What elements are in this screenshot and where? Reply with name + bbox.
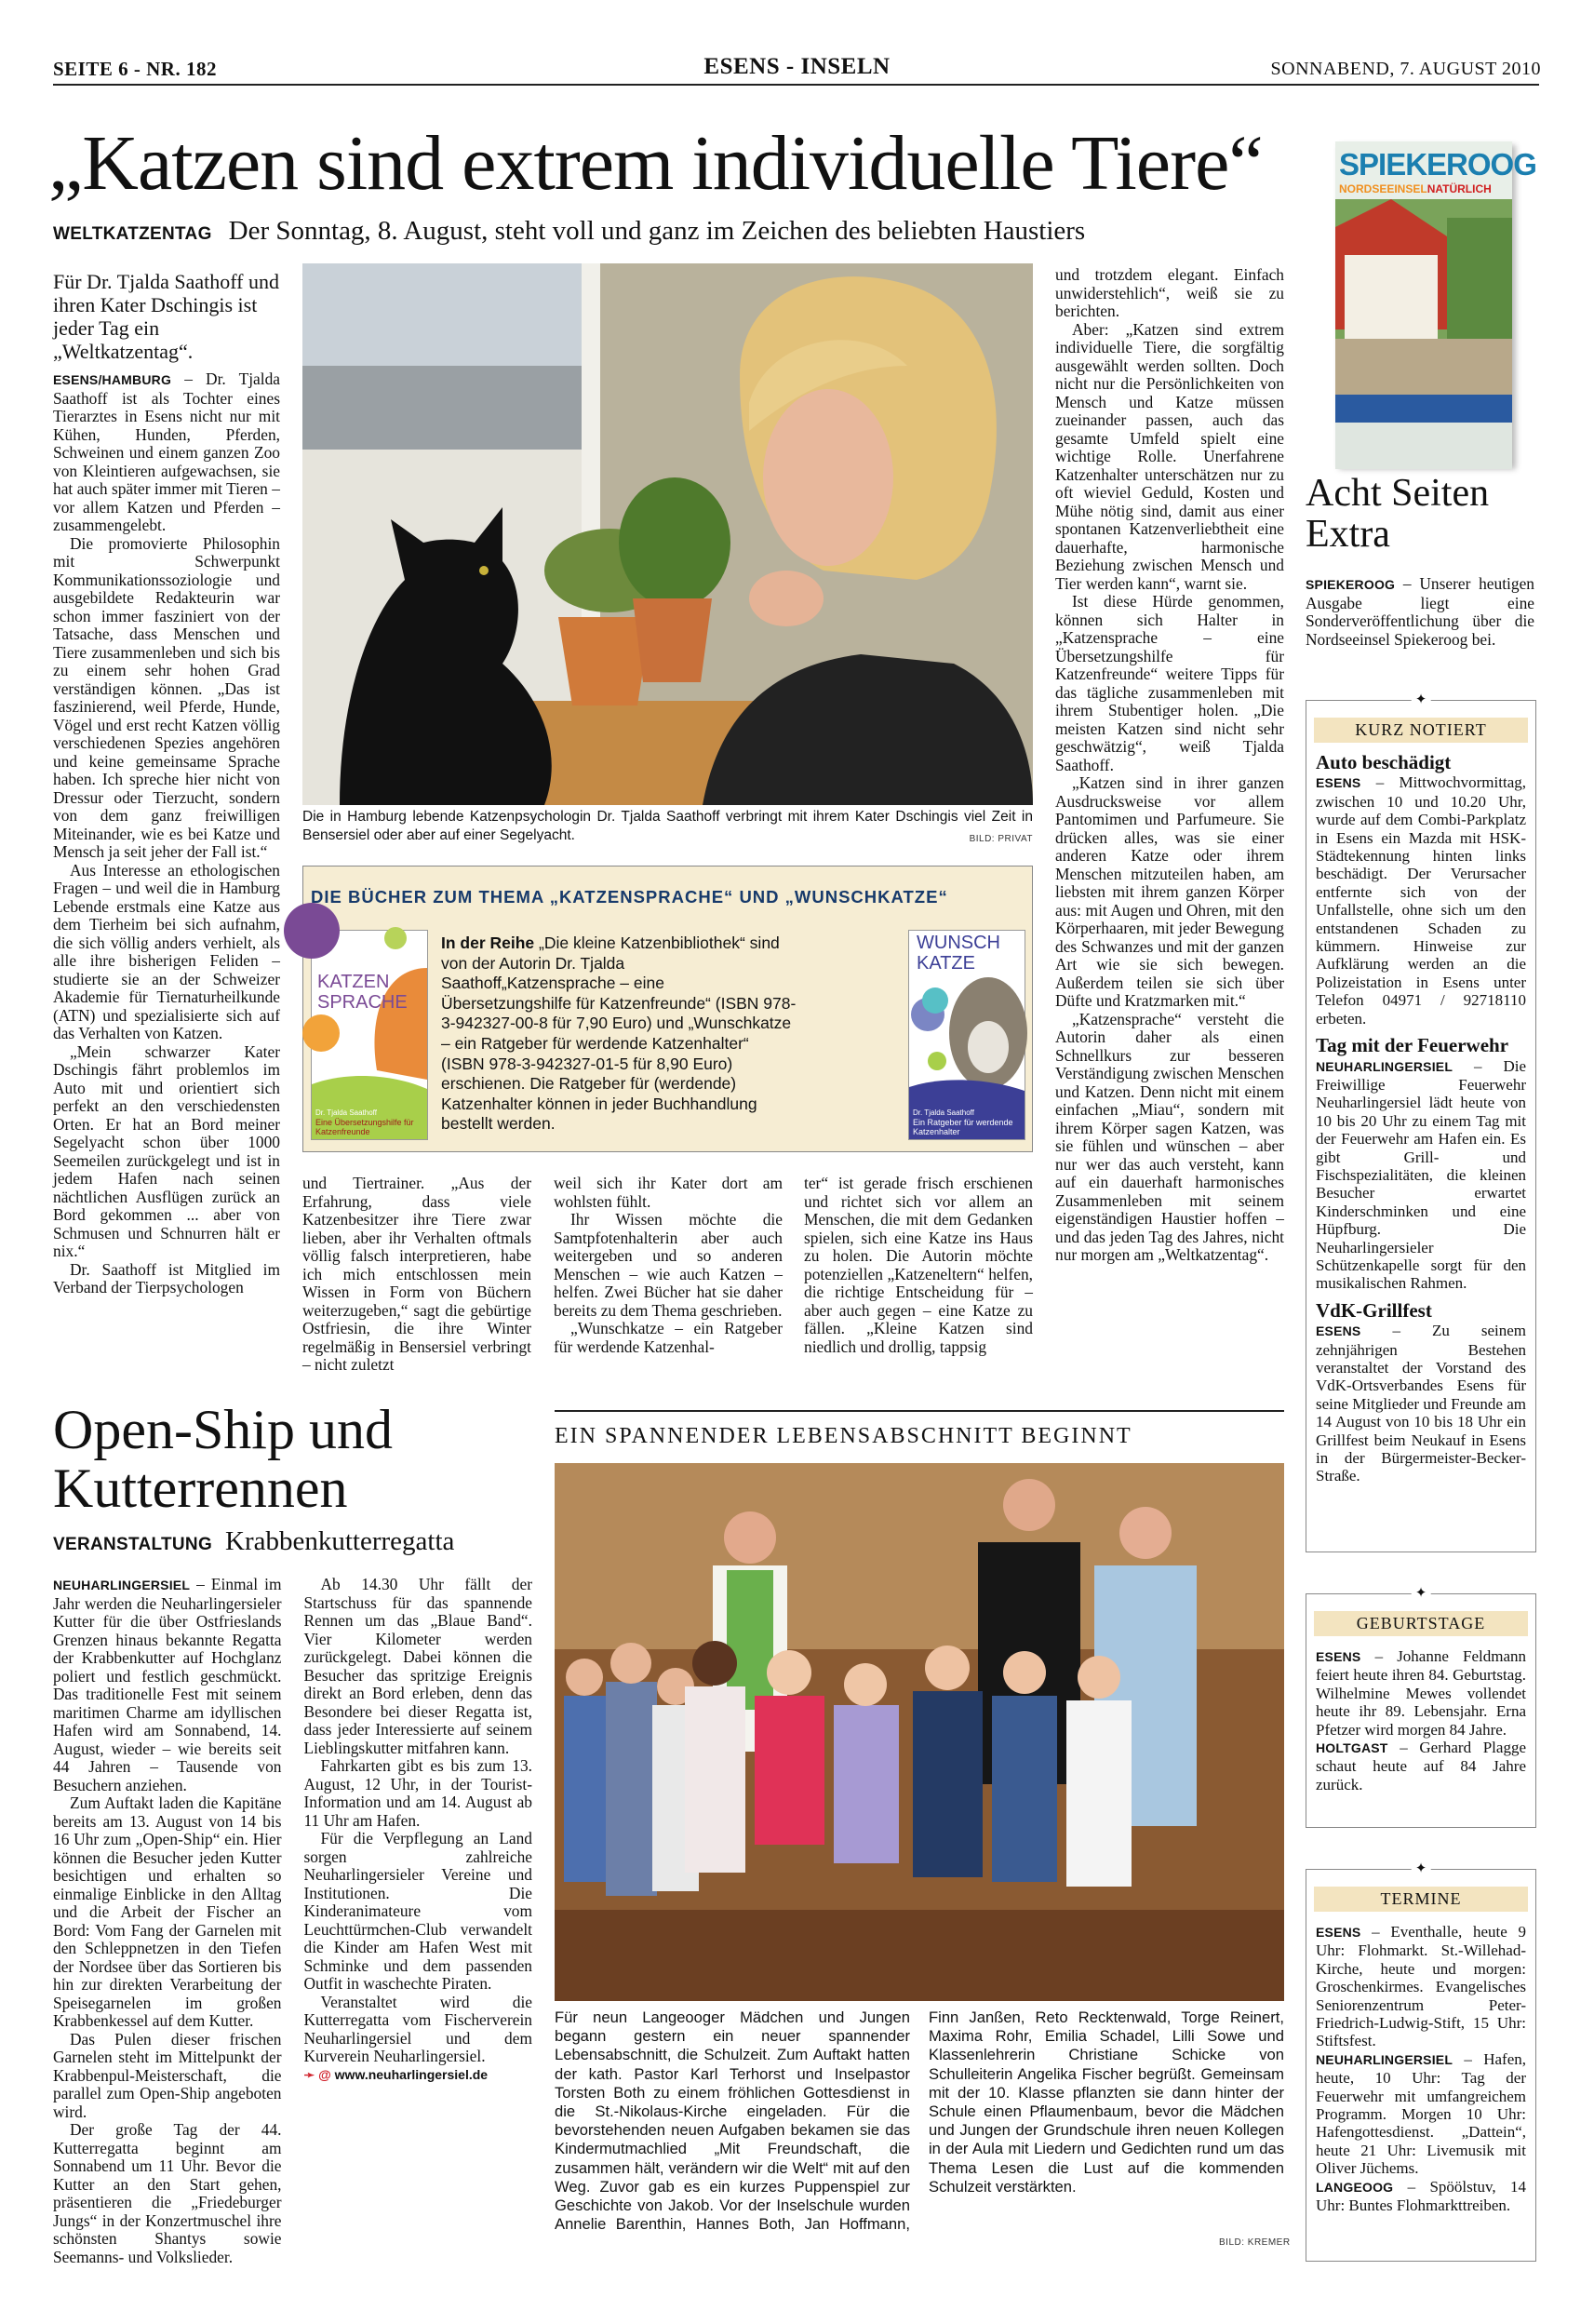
termine-box [1306, 1861, 1536, 2262]
cover-title-line: SPRACHE [317, 992, 408, 1013]
diamond-icon: ✦ [1412, 1584, 1431, 1602]
section-rule [555, 1410, 1284, 1412]
box-heading: GEBURTSTAGE [1314, 1611, 1528, 1636]
magazine-tagline: NORDSEEINSELNATÜRLICH [1339, 182, 1492, 195]
diamond-icon: ✦ [1412, 691, 1431, 708]
header-rule [53, 84, 1539, 86]
paragraph: „Katzensprache“ versteht die Autorin daher als einen Schnellkurs zur besseren Verständigung zwischen Menschen und Katzen. Denn nicht mit einem einfachen „Miau“, sondern mit ihrem Körper sagen Katzen, was sie fühlen und wünschen – aber nur wer das auch versteht, kann auf ein dauerhaft harmonisches Zusammenleben mit seinem eigenständigen Haustier hoffen – und das jeden Tag des Jahres, nicht nur morgen am „Weltkatzentag“. [1055, 1009, 1284, 1264]
box-heading: KURZ NOTIERT [1314, 718, 1528, 743]
cover-title-line: KATZE [917, 953, 975, 974]
paragraph: Ist diese Hürde genommen, können sich Halter in „Katzensprache – eine Übersetzungshilfe für Katzenfreunde“ weitere Tipps für das tägliche zusammenleben mit ihrem Stubentiger holen. „Die meisten Katzen sind nicht sehr geschwätzig“, weiß Tjalda Saathoff. [1055, 592, 1284, 774]
geburtstage-box [1306, 1586, 1536, 1828]
paragraph: ESENS/HAMBURG – Dr. Tjalda Saathoff ist als Tochter eines Tierarztes in Esens nicht nur mit Kühen, Hunden, Pferden, Schweinen und einem ganzen Zoo von Kleintieren aufgewachsen, sie hat auch später immer mit Tieren – vor allem Katzen und Pferden – zusammengelebt. [53, 369, 280, 534]
paragraph: Dr. Saathoff ist Mitglied im Verband der Tierpsychologen [53, 1259, 280, 1296]
book-cover-katzensprache [311, 930, 428, 1140]
paragraph: weil sich ihr Kater dort am wohlsten fühlt. [554, 1174, 783, 1211]
cover-footer [315, 1107, 423, 1136]
intro: Für Dr. Tjalda Saathoff und ihren Kater Dschingis ist jeder Tag ein „Weltkatzentag“. [53, 270, 279, 363]
photo-cat-and-owner [302, 263, 1033, 805]
photo-credit: BILD: PRIVAT [969, 834, 1033, 844]
kutter-subheadline: VERANSTALTUNG Krabbenkutterregatta [53, 1526, 455, 1556]
page-number: SEITE 6 - NR. 182 [53, 58, 217, 80]
news-item: Tag mit der Feuerwehr NEUHARLINGERSIEL – Die Freiwillige Feuerwehr Neuharlingersiel lädt heute von 10 bis 20 Uhr zu einem Tag mit der Feuerwehr am Hafen ein. Es gibt Grill- und Fischspezialitäten, die kleinen Besucher erwartet Kinderschminken und eine Hüpfburg. Die Neuharlingersieler Schützenkapelle sorgt für den musikalischen Rahmen. [1316, 1034, 1526, 1293]
book-cover-wunschkatze [908, 930, 1025, 1140]
box-heading: TERMINE [1314, 1887, 1528, 1912]
book-box-text: In der Reihe „Die kleine Katzenbibliothek“ sind von der Autorin Dr. Tjalda Saathoff„Katzensprache – eine Übersetzungshilfe für Katzenfreunde“ (ISBN 978-3-942327-00-8 für 7,90 Euro) und „Wunschkatze – ein Ratgeber für werdende Katzenhalter“ (ISBN 978-3-942327-01-5 für 8,90 Euro) erschienen. Die Ratgeber für (werdende) Katzenhalter können in jeder Buchhandlung bestellt werden. [441, 934, 797, 1134]
cover-author: Dr. Tjalda Saathoff [913, 1108, 974, 1117]
extra-text: SPIEKEROOG – Unserer heutigen Ausgabe liegt eine Sonderveröffentlichung über die Nordseeinsel Spiekeroog bei. [1306, 574, 1534, 649]
news-item: Auto beschädigt ESENS – Mittwochvormittag, zwischen 10 und 10.20 Uhr, wurde auf dem Combi-Parkplatz in Esens ein Mazda mit HSK-Städtekennung hinten links beschädigt. Der Verursacher entfernte sich von der Unfallstelle, ohne sich um den entstandenen Schaden zu kümmern. Hinweise zur Aufklärung werden an die Polizeistation in Esens unter Telefon 04971 / 92718110 erbeten. [1316, 751, 1526, 1028]
cover-subtitle: Ein Ratgeber für werdende Katzenhalter [913, 1118, 1013, 1136]
cover-author: Dr. Tjalda Saathoff [315, 1108, 377, 1117]
cover-title-line: WUNSCH [917, 933, 1000, 953]
news-item: VdK-Grillfest ESENS – Zu seinem zehnjährigen Bestehen veranstaltet der Vorstand des VdK-Ortsverbandes Esens für seine Mitglieder und Freunde am 14 August von 10 bis 18 Uhr ein Grillfest beim Neukauf in Esens in der Bürgermeister-Becker-Straße. [1316, 1298, 1526, 1485]
diamond-icon: ✦ [1412, 1860, 1431, 1877]
event-items: ESENS – Eventhalle, heute 9 Uhr: Flohmarkt. St.-Willehad-Kirche, heute und morgen: Groschenkirmes. Evangelisches Seniorenzentrum Peter-Friedrich-Ludwig-Stift, 15 Uhr: Stiftsfest. NEUHARLINGERSIEL – Hafen, heute, 10 Uhr: Tag der Feuerwehr mit umfangreichem Programm. Morgen 10 Uhr: Hafengottesdienst. „Dattein“, heute 21 Uhr: Livemusik mit Oliver Jüchems. LANGEOOG – Spöölstuv, 14 Uhr: Buntes Flohmarkttreiben. [1316, 1923, 1526, 2215]
kutter-body: NEUHARLINGERSIEL – Einmal im Jahr werden die Neuharlingersieler Kutter für die über Ostfrieslands Grenzen hinaus bekannte Regatta der Krabbenkutter auf Hochglanz poliert und festlich geschmückt. Das traditionelle Fest mit seinem maritimen Charme am idyllischen Hafen wird am Sonnabend, 14. August, wieder – wie bereits seit 44 Jahren – Tausende von Besuchern anziehen. Zum Auftakt laden die Kapitäne bereits am 13. August von 14 bis 16 Uhr zum „Open-Ship“ ein. Hier können die Besucher jeden Kutter besichtigen und erhalten so einmalige Einblicke in den Alltag und die Arbeit der Fischer an Bord: Vom Fang der Garnelen mit den Schleppnetzen in den Tiefen der Nordsee über das Sortieren bis hin zur direkten Verarbeitung der Speisegarnelen im großen Krabbenkessel auf dem Kutter. Das Pulen dieser frischen Garnelen steht im Mittelpunkt der Krabbenpul-Meisterschaft, die parallel zum Open-Ship angeboten wird. Der große Tag der 44. Kutterregatta beginnt am Sonnabend um 11 Uhr. Bevor die Kutter an den Start gehen, präsentieren die „Friedeburger Jungs“ in der Konzertmuschel ihre schönsten Shantys sowie Seemanns- und Volkslieder. Ab 14.30 Uhr fällt der Startschuss für das spannende Rennen um das „Blaue Band“. Vier Kilometer werden zurückgelegt. Dabei können die Besucher das spritzige Ereignis direkt an Bord erleben, denn das Besondere bei dieser Regatta ist, dass jeder Interessierte auf seinem Lieblingskutter mitfahren kann. Fahrkarten gibt es bis zum 13. August, 12 Uhr, in der Tourist-Information und am 14. August ab 11 Uhr am Hafen. Für die Verpflegung an Land sorgen zahlreiche Neuharlingersieler Vereine und Institutionen. Die Kinderanimateure vom Leuchttürmchen-Club verwandelt die Kinder am Hafen West mit Schminke und dem passenden Outfit in waschechte Piraten. Veranstaltet wird die Kutterregatta vom Fischerverein Neuharlingersiel und dem Kurverein Neuharlingersiel. ➛ @ www.neuharlingersiel.de [53, 1575, 532, 2266]
article-column-5 [1055, 266, 1284, 1265]
photo-caption: Die in Hamburg lebende Katzenpsychologin Dr. Tjalda Saathoff verbringt mit ihrem Kater Dschingis viel Zeit in Bensersiel oder aber auf einer Segelyacht. BILD: PRIVAT [302, 808, 1033, 849]
cover-footer [913, 1107, 1021, 1136]
book-box-heading: DIE BÜCHER ZUM THEMA „KATZENSPRACHE“ UND „WUNSCHKATZE“ [311, 887, 948, 907]
paragraph: ter“ ist gerade frisch erschienen und richtet sich vor allem an Menschen, die mit dem Gedanken spielen, sich eine Katze ins Haus zu holen. Die Autorin möchte potenziellen „Katzeneltern“ helfen, die richtige Entscheidung für – aber auch gegen – eine Katze zu fällen. „Kleine Katzen sind niedlich und drollig, tappsig [804, 1174, 1033, 1356]
subtitle: Der Sonntag, 8. August, steht voll und ganz im Zeichen des beliebten Haustiers [228, 216, 1086, 246]
cover-title-line: KATZEN [317, 972, 390, 992]
paragraph: Ihr Wissen möchte die Samtpfotenhalterin aber auch weitergeben und so anderen Menschen – wie auch Katzen – helfen. Zwei Bücher hat sie daher bereits zu dem Thema geschrieben. [554, 1210, 783, 1320]
magazine-title: SPIEKEROOG [1339, 147, 1536, 181]
paragraph: „Katzen sind in ihrer ganzen Ausdrucksweise vor allem Pantomimen und Parfumeure. Sie drücken alles, was sie einer anderen Katze oder ihrem Menschen mitzuteilen haben, am liebsten mit ihrem ganzen Körper aus: mit Augen und Ohren, mit den Körperhaaren, mit jeder Bewegung des Schwanzes und mit der ganzen Art wie sie sich bewegen. Außerdem teilen sie sich über Düfte und Kratzmarken mit.“ [1055, 773, 1284, 1010]
extra-title: Acht Seiten Extra [1306, 472, 1490, 556]
article-column-2 [302, 1175, 531, 1375]
kurz-notiert-box [1306, 692, 1536, 1552]
headline: „Katzen sind extrem individuelle Tiere“ [48, 120, 1263, 207]
kurz-notiert-items [1306, 751, 1535, 1485]
website-link[interactable]: ➛ @ www.neuharlingersiel.de [303, 2066, 489, 2082]
paragraph: „Mein schwarzer Kater Dschingis fährt problemlos im Auto mit und orientiert sich perfekt an den verschiedensten Orten. Er hat an Bord meiner Segelyacht schon über 1000 Seemeilen zurückgelegt und ist in jedem Hafen nach seinen nächtlichen Ausflügen zurück an Bord gekommen ... aber von Schmusen und Schnurren hält er nix.“ [53, 1041, 280, 1260]
subheadline [53, 216, 1085, 247]
article-column-1 [53, 270, 280, 1297]
paragraph: Die promovierte Philosophin mit Schwerpunkt Kommunikationssoziologie und ausgebildete Redakteurin war schon immer fasziniert von der Tatsache, dass Menschen und Tiere zusammenleben und sich bis zu einem sehr hohen Grad verständigen können. „Das ist faszinierend, weil Pferde, Hunde, Vögel und erst recht Katzen völlig verschiedenen Spezies angehören und keine gemeinsame Sprache haben. Ich spreche hier nicht von Dressur oder Tierzucht, sondern von dem ganz freiwilligen Miteinander, wie es bei Katze und Mensch ja seit jeher der Fall ist.“ [53, 533, 280, 861]
section-title: ESENS - INSELN [703, 54, 891, 79]
paragraph: Aus Interesse an ethologischen Fragen – und weil die in Hamburg Lebende erstmals eine Katze aus dem Tierheim bei sich aufnahm, die sich völlig anders verhielt, als alle ihre bisherigen Feliden – studierte sie an der Schweizer Akademie für Tiernaturheilkunde (ATN) und spezialisierte sich auf das Verhalten von Katzen. [53, 860, 280, 1042]
kutter-headline: Open-Ship und Kutterrennen [53, 1399, 393, 1519]
photo-credit: BILD: KREMER [1219, 2237, 1291, 2248]
article-column-3 [554, 1175, 783, 1356]
paragraph: Aber: „Katzen sind extrem individuelle Tiere, die sorgfältig ausgewählt werden sollten. Doch nicht nur die Persönlichkeiten von Mensch und Katze müssen zueinander passen, auch das gesamte Umfeld spielt eine wichtige Rolle. Unerfahrene Katzenhalter unterschätzen nur zu oft wieviel Geduld, Kosten und Mühe nötig sind, damit aus einer spontanen Katzenverliebtheit eine dauerhafte, harmonische Beziehung zwischen Mensch und Tier werden kann“, warnt sie. [1055, 319, 1284, 593]
birthday-items: ESENS – Johanne Feldmann feiert heute ihren 84. Geburtstag. Wilhelmine Mewes vollendet heute ihr 89. Lebensjahr. Erna Pfetzer wird morgen 84 Jahre. HOLTGAST – Gerhard Plagge schaut heute auf 84 Jahre zurück. [1316, 1647, 1526, 1793]
photo-school-children [555, 1463, 1284, 2001]
paragraph: „Wunschkatze – ein Ratgeber für werdende Katzenhal- [554, 1319, 783, 1356]
paragraph: und trotzdem elegant. Einfach unwiderstehlich“, weiß sie zu berichten. [1055, 265, 1284, 320]
arrow-at-icon: ➛ @ [303, 2066, 335, 2082]
article-column-4 [804, 1175, 1033, 1356]
photo-story-heading: EIN SPANNENDER LEBENSABSCHNITT BEGINNT [555, 1424, 1132, 1448]
book-info-box [302, 866, 1033, 1152]
paragraph: und Tiertrainer. „Aus der Erfahrung, dass viele Katzenbesitzer ihre Tiere zwar lieben, aber ihr Verhalten oftmals völlig falsch interpretieren, habe ich mich entschlossen mein Wissen in Form von Büchern weiterzugeben,“ sagt die gebürtige Ostfriesin, die ihre Winter regelmäßig in Bensersiel verbringt – nicht zuletzt [302, 1174, 531, 1374]
spiekeroog-magazine-cover [1335, 141, 1536, 465]
issue-date: SONNABEND, 7. AUGUST 2010 [1270, 59, 1541, 79]
cover-subtitle: Eine Übersetzungshilfe für Katzenfreunde [315, 1118, 414, 1136]
school-photo-caption: Für neun Langeooger Mädchen und Jungen begann gestern ein neuer spannender Lebensabschnitt, die Schulzeit. Zum Auftakt hatten der kath. Pastor Karl Terhorst und Inselpastor Torsten Both zu einem fröhlichen Gottesdienst in die St.-Nikolaus-Kirche eingeladen. Für die bevorstehenden neuen Aufgaben bekamen sie das Kindermutmachlied „Mit Freundschaft, die zusammen hält, verändern wir die Welt“ mit auf den Weg. Zuvor gab es ein kurzes Puppenspiel zur Geschichte von Jakob. Vor der Inselschule wurden Annelie Barenthin, Hannes Both, Jan Hoffmann, Finn Janßen, Reto Recktenwald, Torge Reinert, Maxima Rohr, Emilia Schadel, Lilli Sowe und Klassenlehrerin Christiane Schicke von Schulleiterin Angelika Fischer begrüßt. Gemeinsam mit der 10. Klasse pflanzten sie dann hinter der Schule einen Pflaumenbaum, bevor die Mädchen und Jungen der Grundschule ihren neuen Kollegen in der Aula mit Liedern und Gedichten rund um das Thema Lesen die Lust auf die kommenden Schulzeit verstärkten. [555, 2008, 1284, 2234]
kicker: WELTKATZENTAG [53, 224, 212, 244]
